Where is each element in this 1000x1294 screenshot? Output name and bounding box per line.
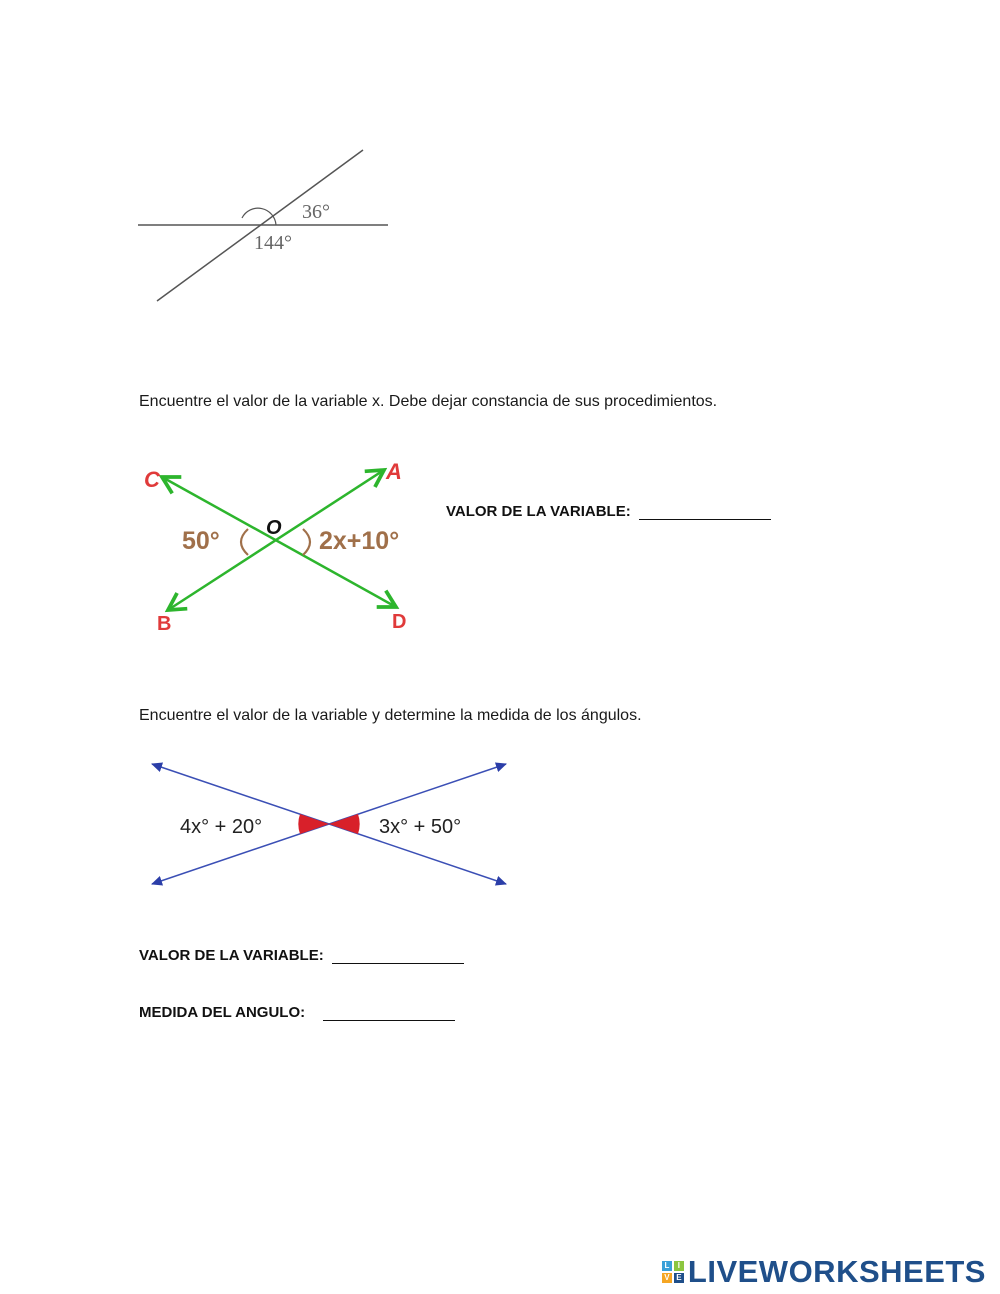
angle-label-50: 50° — [182, 527, 220, 555]
question1-answer-label: VALOR DE LA VARIABLE: — [446, 503, 631, 520]
angle-wedge-left — [298, 814, 329, 834]
point-label-o: O — [266, 517, 282, 539]
question2-angle-label: MEDIDA DEL ANGULO: — [139, 1004, 306, 1021]
question2-variable-row — [139, 947, 464, 964]
logo-wordmark: LIVEWORKSHEETS — [687, 1254, 986, 1289]
angle-label-36: 36° — [302, 201, 330, 223]
liveworksheets-logo — [662, 1254, 986, 1290]
angle-wedge-right — [329, 814, 360, 834]
angle-label-144: 144° — [254, 232, 292, 254]
logo-letter-l: L — [662, 1261, 672, 1271]
angle-label-2x-plus-10: 2x+10° — [319, 527, 400, 555]
logo-grid-icon — [662, 1261, 684, 1283]
angle-arc-right — [303, 529, 310, 555]
logo-letter-e: E — [674, 1273, 684, 1283]
angle-label-3x-plus-50: 3x° + 50° — [379, 816, 462, 838]
question1-instruction: Encuentre el valor de la variable x. Debe dejar constancia de sus procedimientos. — [139, 393, 718, 410]
point-label-c: C — [144, 467, 160, 492]
question2-angle-input[interactable] — [323, 1004, 455, 1021]
question2-instruction: Encuentre el valor de la variable y determine la medida de los ángulos. — [139, 707, 642, 724]
figure-vertical-angles-expressions — [140, 752, 520, 897]
point-label-b: B — [157, 613, 172, 635]
logo-letter-i: I — [674, 1261, 684, 1271]
point-label-d: D — [392, 611, 407, 633]
figure-vertical-angles-x — [138, 452, 428, 642]
question1-variable-input[interactable] — [639, 503, 771, 520]
figure-intersecting-lines-1 — [130, 140, 400, 310]
angle-label-4x-plus-20: 4x° + 20° — [180, 816, 263, 838]
question2-variable-input[interactable] — [332, 947, 464, 964]
angle-arc-left — [241, 529, 248, 555]
point-label-a: A — [386, 459, 402, 484]
question2-variable-label: VALOR DE LA VARIABLE: — [139, 947, 324, 964]
question1-answer-row — [446, 503, 771, 520]
question2-angle-row — [139, 1004, 455, 1021]
logo-letter-v: V — [662, 1273, 672, 1283]
